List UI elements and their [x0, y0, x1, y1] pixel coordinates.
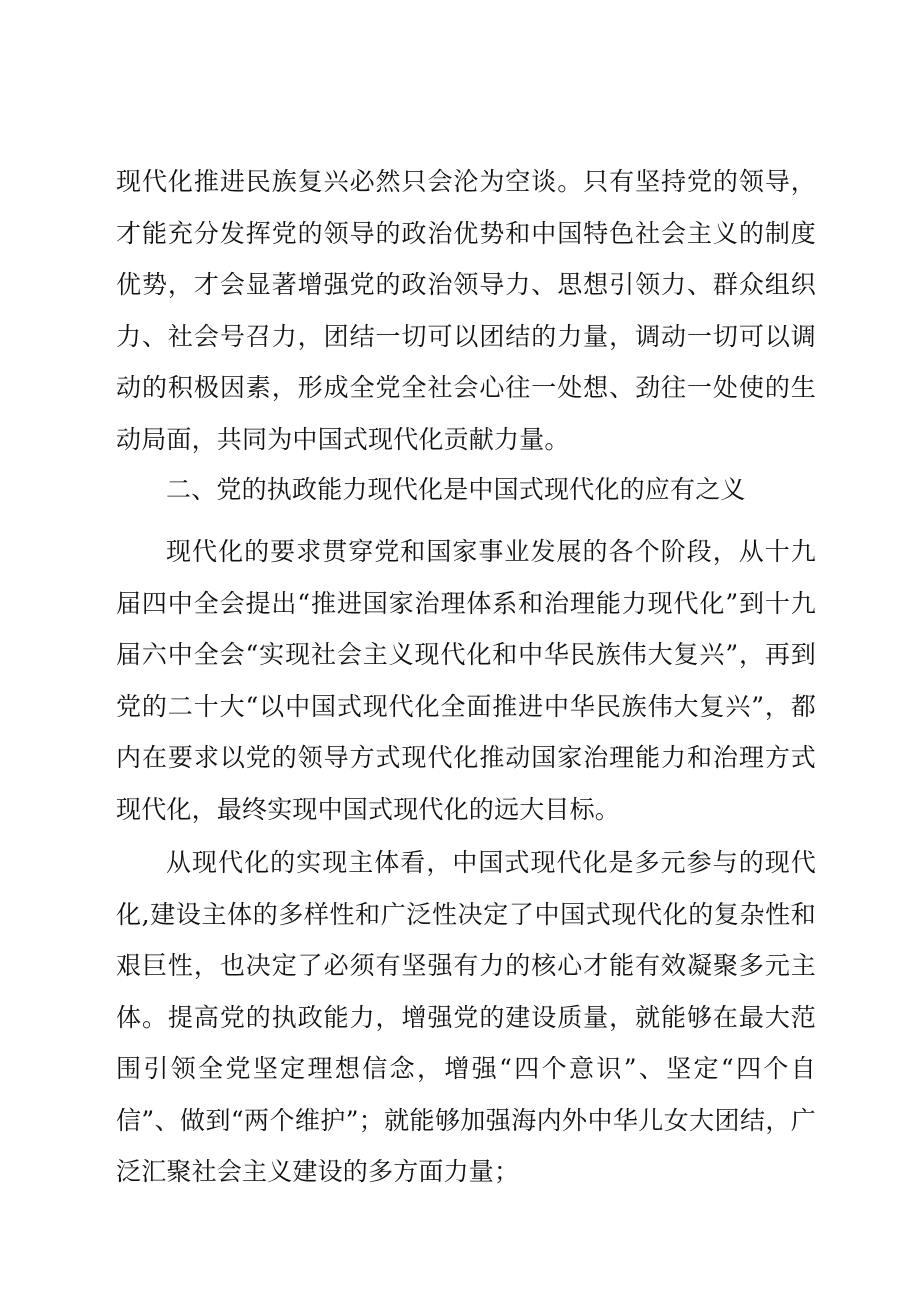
paragraph-text: 现代化推进民族复兴必然只会沦为空谈。只有坚持党的领导，才能充分发挥党的领导的政治优势和中国特色社会主义的制度优势，才会显著增强党的政治领导力、思想引领力、群众组织力、社会号召力，团结一切可以团结的力量，调动一切可以调动的积极因素，形成全党全社会心往一处想、劲往一处使的生动局面，共同为中国式现代化贡献力量。 [116, 167, 816, 454]
paragraph [116, 837, 816, 1198]
paragraph-text: 现代化的要求贯穿党和国家事业发展的各个阶段，从十九届四中全会提出“推进国家治理体系和治理能力现代化”到十九届六中全会“实现社会主义现代化和中华民族伟大复兴”，再到党的二十大“以中国式现代化全面推进中华民族伟大复兴”，都内在要求以党的领导方式现代化推动国家治理能力和治理方式现代化，最终实现中国式现代化的远大目标。 [116, 537, 816, 824]
paragraph [116, 526, 816, 835]
section-heading-text: 二、党的执政能力现代化是中国式现代化的应有之义 [166, 475, 746, 504]
paragraph-continued [116, 156, 816, 465]
paragraph-text: 从现代化的实现主体看，中国式现代化是多元参与的现代化,建设主体的多样性和广泛性决定了中国式现代化的复杂性和艰巨性，也决定了必须有坚强有力的核心才能有效凝聚多元主体。提高党的执政能力，增强党的建设质量，就能够在最大范围引领全党坚定理想信念，增强“四个意识”、坚定“四个自信”、做到“两个维护”；就能够加强海内外中华儿女大团结，广泛汇聚社会主义建设的多方面力量； [116, 848, 816, 1186]
section-heading [116, 464, 816, 516]
